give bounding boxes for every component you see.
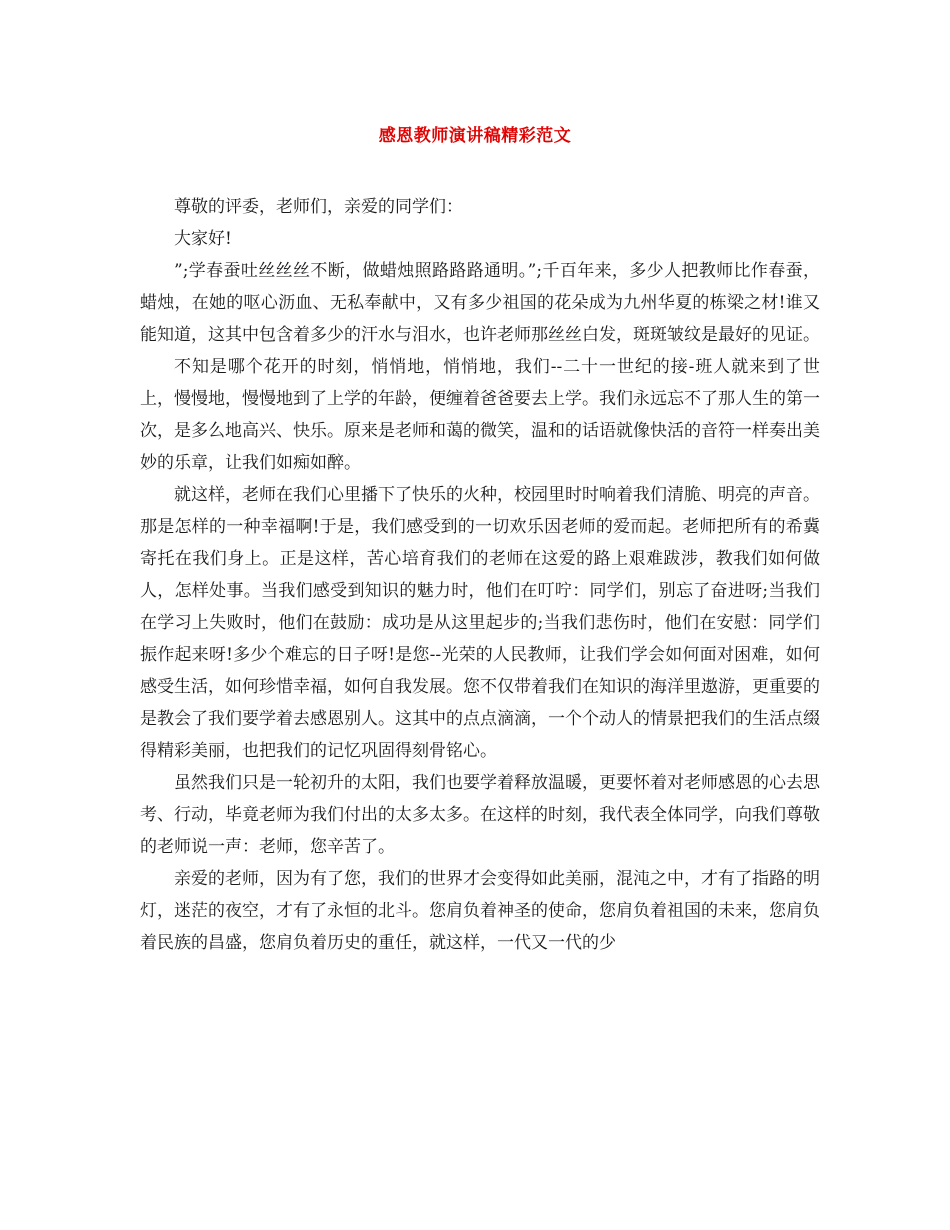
- body-paragraph: 亲爱的老师，因为有了您，我们的世界才会变得如此美丽，混沌之中，才有了指路的明灯，迷茫的夜空，才有了永恒的北斗。您肩负着神圣的使命，您肩负着祖国的未来，您肩负着民族的昌盛，您肩负着历史的重任，就这样，一代又一代的少: [140, 869, 820, 953]
- body-paragraph: 虽然我们只是一轮初升的太阳，我们也要学着释放温暖，更要怀着对老师感恩的心去思考、行动，毕竟老师为我们付出的太多太多。在这样的时刻，我代表全体同学，向我们尊敬的老师说一声：老师，您辛苦了。: [140, 773, 820, 857]
- body-paragraph: 不知是哪个花开的时刻，悄悄地，悄悄地，我们--二十一世纪的接-班人就来到了世上，慢慢地，慢慢地到了上学的年龄，便缠着爸爸要去上学。我们永远忘不了那人生的第一次，是多么地高兴、快乐。原来是老师和蔼的微笑，温和的话语就像快活的音符一样奏出美妙的乐章，让我们如痴如醉。: [140, 357, 820, 473]
- body-paragraph: ”;学春蚕吐丝丝丝不断，做蜡烛照路路路通明。”;千百年来，多少人把教师比作春蚕，蜡烛，在她的呕心沥血、无私奉献中，又有多少祖国的花朵成为九州华夏的栋梁之材!谁又能知道，这其中包含着多少的汗水与泪水，也许老师那丝丝白发，斑斑皱纹是最好的见证。: [140, 261, 820, 345]
- salutation-paragraph: 尊敬的评委，老师们，亲爱的同学们：: [174, 197, 463, 217]
- greeting-paragraph: 大家好!: [174, 229, 232, 249]
- body-paragraph: 就这样，老师在我们心里播下了快乐的火种，校园里时时响着我们清脆、明亮的声音。那是怎样的一种幸福啊!于是，我们感受到的一切欢乐因老师的爱而起。老师把所有的希冀寄托在我们身上。正是这样，苦心培育我们的老师在这爱的路上艰难跋涉，教我们如何做人，怎样处事。当我们感受到知识的魅力时，他们在叮咛：同学们，别忘了奋进呀;当我们在学习上失败时，他们在鼓励：成功是从这里起步的;当我们悲伤时，他们在安慰：同学们振作起来呀!多少个难忘的日子呀!是您--光荣的人民教师，让我们学会如何面对困难，如何感受生活，如何珍惜幸福，如何自我发展。您不仅带着我们在知识的海洋里遨游，更重要的是教会了我们要学着去感恩别人。这其中的点点滴滴，一个个动人的情景把我们的生活点缀得精彩美丽，也把我们的记忆巩固得刻骨铭心。: [140, 485, 820, 761]
- document-title: 感恩教师演讲稿精彩范文: [378, 126, 572, 146]
- document-body: [140, 191, 820, 959]
